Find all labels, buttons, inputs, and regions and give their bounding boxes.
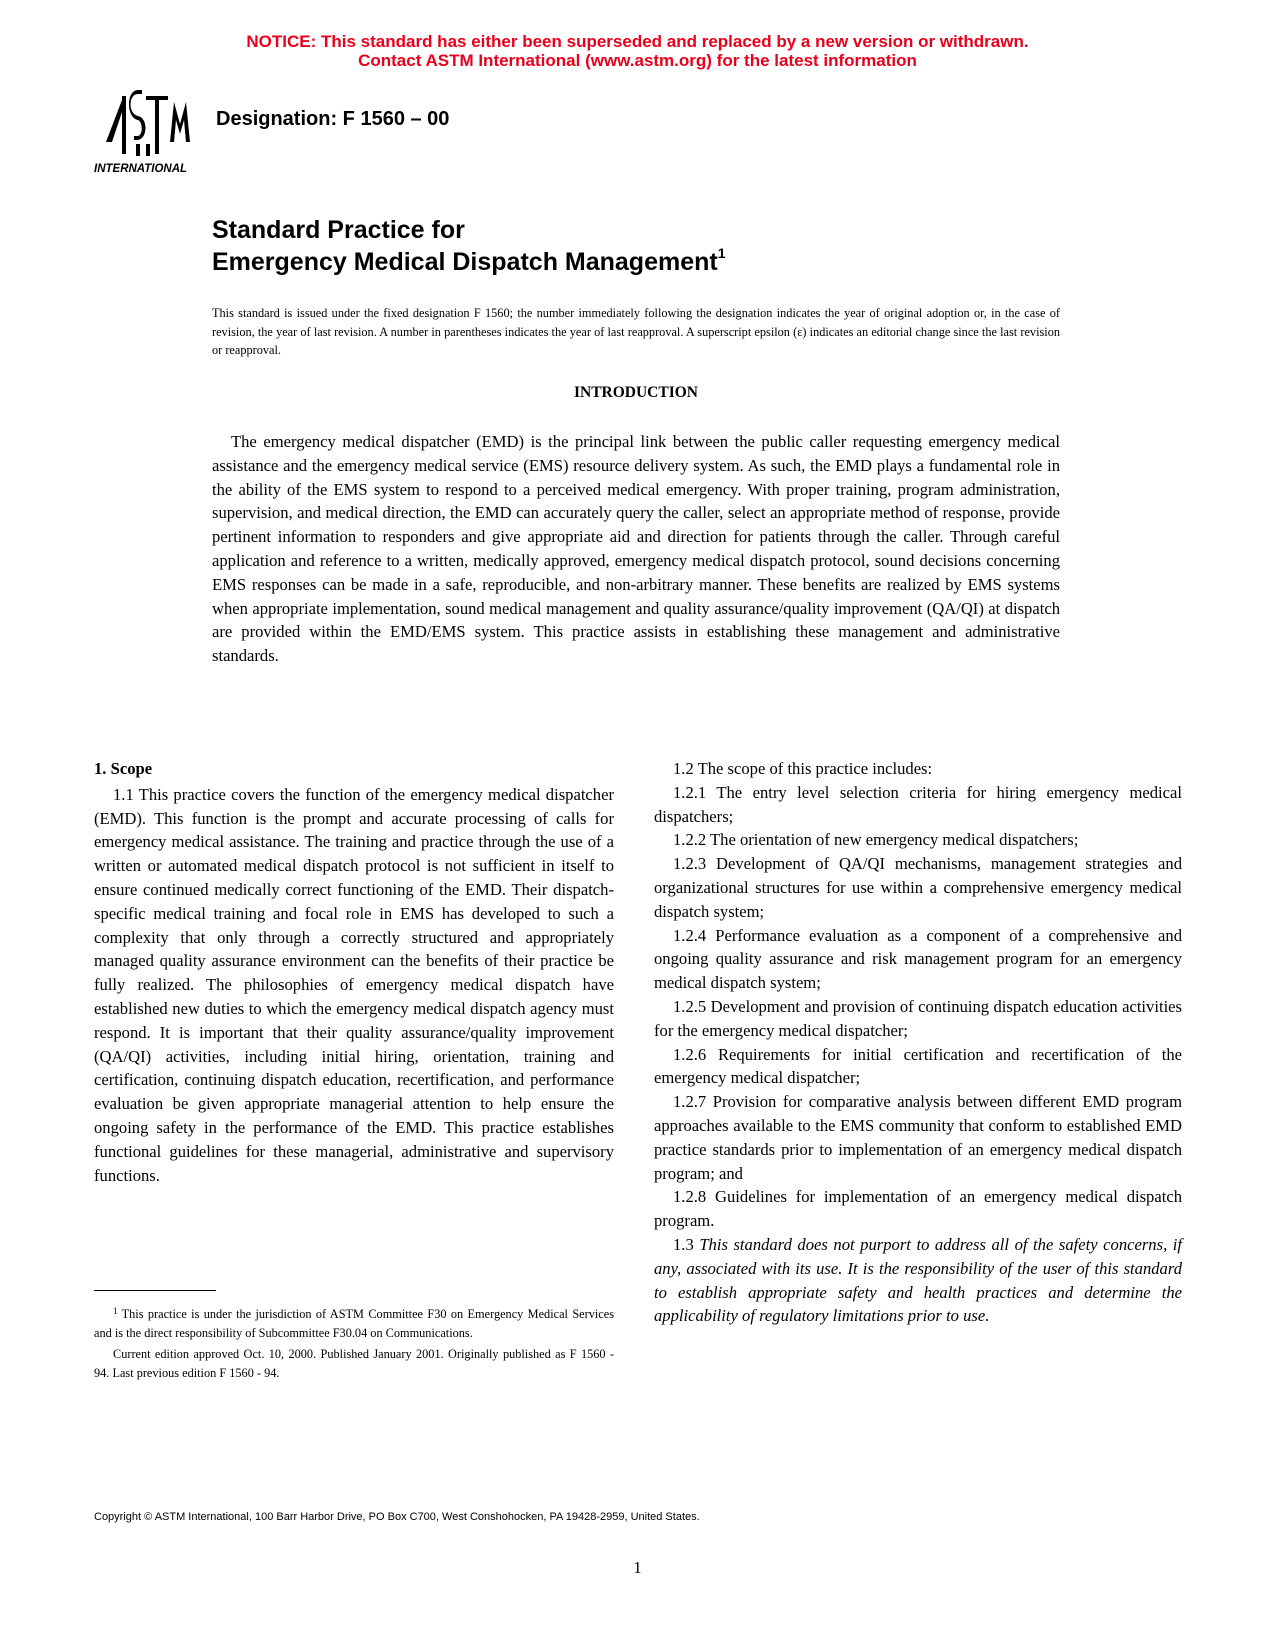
title-line-2 xyxy=(212,246,726,278)
introduction-body: The emergency medical dispatcher (EMD) is the principal link between the public caller requesting emergency medical assistance and the emergency medical service (EMS) resource delivery system. As such, the EMD plays a fundamental role in the ability of the EMS system to respond to a perceived medical emergency. With proper training, program administration, supervision, and medical direction, the EMD can accurately query the caller, select an appropriate method of response, provide pertinent information to responders and give appropriate aid and direction for patients through the caller. Through careful application and reference to a written, medically approved, emergency medical dispatch protocol, sound decisions concerning EMS responses can be made in a safe, reproducible, and non-arbitrary manner. These benefits are realized by EMS systems when appropriate implementation, sound medical management and quality assurance/quality improvement (QA/QI) at dispatch are provided within the EMD/EMS system. This practice assists in establishing these management and administrative standards. xyxy=(212,432,1060,666)
section-1-2-4: 1.2.4 Performance evaluation as a component of a comprehensive and ongoing quality assurance and risk management program for an emergency medical dispatch system; xyxy=(654,925,1182,993)
copyright: Copyright © ASTM International, 100 Barr Harbor Drive, PO Box C700, West Conshohocken, PA 19428-2959, United States. xyxy=(94,1511,700,1523)
section-1-1: 1.1 This practice covers the function of the emergency medical dispatcher (EMD). This function is the prompt and accurate processing of calls for emergency medical assistance. The training and practice through the use of a written or automated medical dispatch protocol is not sufficient in itself to ensure continued medically correct functioning of the EMD. Their dispatch-specific medical training and focal role in EMS has developed to such a complexity that only through a correctly structured and appropriately managed quality assurance environment can the benefits of their practice be fully realized. The philosophies of emergency medical dispatch have established new duties to which the emergency medical dispatch agency must respond. It is important that their quality assurance/quality improvement (QA/QI) activities, including initial hiring, orientation, training and certification, continuing dispatch education, recertification, and performance evaluation be given appropriate managerial attention to help ensure the ongoing safety in the performance of the EMD. This practice establishes functional guidelines for these managerial, administrative and supervisory functions. xyxy=(94,784,614,1185)
section-1-2-1: 1.2.1 The entry level selection criteria for hiring emergency medical dispatchers; xyxy=(654,782,1182,826)
title-footnote-ref: 1 xyxy=(717,245,726,261)
section-1-2-8: 1.2.8 Guidelines for implementation of an emergency medical dispatch program. xyxy=(654,1187,1182,1231)
designation: Designation: F 1560 – 00 xyxy=(216,108,450,130)
scope-heading: 1. Scope xyxy=(94,759,153,778)
notice-line-1: NOTICE: This standard has either been superseded and replaced by a new version or withdrawn. xyxy=(246,32,1029,51)
section-1-2-6: 1.2.6 Requirements for initial certification and recertification of the emergency medical dispatcher; xyxy=(654,1044,1182,1088)
right-column xyxy=(654,757,1182,1328)
section-1-3-text: This standard does not purport to address all of the safety concerns, if any, associated with its use. It is the responsibility of the user of this standard to establish appropriate safety and health practices and determine the applicability of regulatory limitations prior to use. xyxy=(654,1234,1182,1326)
footnotes xyxy=(94,1305,614,1385)
page-number: 1 xyxy=(633,1558,642,1577)
left-column xyxy=(94,757,614,1187)
section-1-2-7: 1.2.7 Provision for comparative analysis between different EMD program approaches available to the EMS community that conform to established EMD practice standards prior to implementation of an emergency medical dispatch program; and xyxy=(654,1092,1182,1183)
section-1-3-number: 1.3 xyxy=(673,1234,700,1254)
document-title xyxy=(212,214,726,278)
footnote-1-mark: 1 xyxy=(113,1306,118,1316)
section-1-2: 1.2 The scope of this practice includes: xyxy=(673,759,933,778)
title-line-1: Standard Practice for xyxy=(212,216,465,244)
astm-emblem xyxy=(106,90,190,156)
issued-note: This standard is issued under the fixed designation F 1560; the number immediately following the designation indicates the year of original adoption or, in the case of revision, the year of last revision. A number in parentheses indicates the year of last reapproval. A superscript epsilon (ε) indicates an editorial change since the last revision or reapproval. xyxy=(212,306,1060,357)
notice-banner xyxy=(0,32,1275,70)
logo-text: INTERNATIONAL xyxy=(94,163,188,175)
astm-logo-icon xyxy=(92,84,202,184)
section-1-2-3: 1.2.3 Development of QA/QI mechanisms, management strategies and organizational structures for use within a comprehensive emergency medical dispatch system; xyxy=(654,854,1182,921)
footnote-1 xyxy=(94,1305,614,1342)
notice-line-2: Contact ASTM International (www.astm.org) for the latest information xyxy=(358,51,917,70)
footnote-divider xyxy=(94,1290,216,1291)
footnote-2: Current edition approved Oct. 10, 2000. Published January 2001. Originally published as F 1560 - 94. Last previous edition F 1560 - 94. xyxy=(94,1347,614,1380)
footnote-1-text: This practice is under the jurisdiction of ASTM Committee F30 on Emergency Medical Services and is the direct responsibility of Subcommittee F30.04 on Communications. xyxy=(94,1307,614,1340)
section-1-2-5: 1.2.5 Development and provision of continuing dispatch education activities for the emergency medical dispatcher; xyxy=(654,996,1182,1040)
section-1-3 xyxy=(654,1233,1182,1328)
introduction-heading: INTRODUCTION xyxy=(573,384,698,401)
title-line-2-text: Emergency Medical Dispatch Management xyxy=(212,248,718,276)
section-1-2-2: 1.2.2 The orientation of new emergency medical dispatchers; xyxy=(673,830,1079,850)
